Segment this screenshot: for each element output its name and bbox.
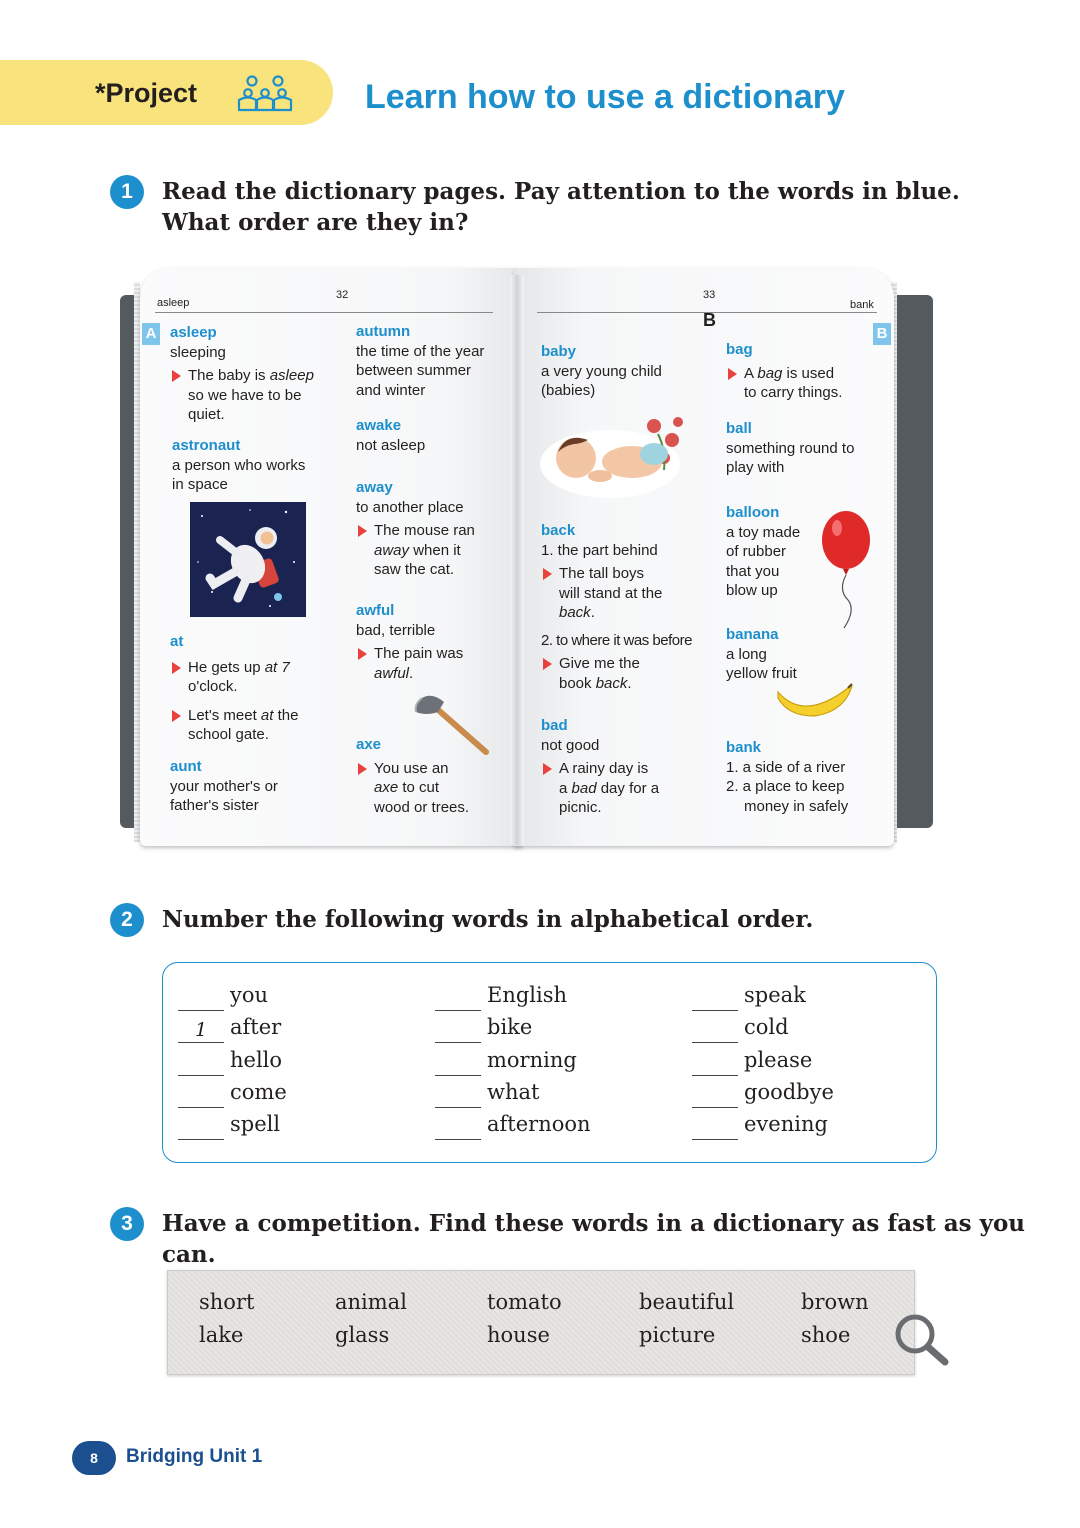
headword: axe [356,736,382,753]
word: hello [230,1048,283,1072]
page-number-left: 32 [336,289,349,301]
entry-ball [726,419,886,478]
letter-tab-a: A [142,323,160,345]
definition: in space [172,476,228,493]
project-label: *Project [95,78,198,108]
answer-blank[interactable] [435,985,481,1011]
group-work-icon [236,73,294,113]
example: A bag is used to carry things. [726,364,886,403]
headword: at [170,633,184,650]
answer-blank[interactable] [178,985,224,1011]
answer-blank[interactable]: 1 [178,1017,224,1043]
example: The tall boys will stand at the back. [541,564,716,623]
word: morning [487,1048,577,1072]
entry-banana [726,625,836,684]
headword: bag [726,341,753,358]
entry-asleep [170,323,340,425]
search-word: picture [639,1323,716,1347]
search-word: lake [199,1323,244,1347]
headword: asleep [170,324,217,341]
answer-blank[interactable] [692,1050,738,1076]
answer-blank[interactable] [435,1114,481,1140]
entry-at [170,632,340,745]
definition: (babies) [541,382,596,399]
definition: 2. a place to keep [726,778,845,795]
example: He gets up at 7 o'clock. [170,658,340,697]
answer-blank[interactable] [692,1082,738,1108]
word: English [487,983,568,1007]
answer-blank[interactable] [692,1114,738,1140]
letter-tab-b: B [873,323,891,345]
definition: money in safely [744,797,849,815]
definition: 1. a side of a river [726,758,846,776]
definition: 2. to where it was before [541,631,692,649]
search-word: beautiful [639,1290,735,1314]
search-word: short [199,1290,255,1314]
astronaut-illustration [190,502,306,617]
word: speak [744,983,806,1007]
definition: of rubber [726,543,787,560]
definition: yellow fruit [726,665,797,682]
entry-astronaut [172,436,342,495]
definition: blow up [726,582,778,599]
word: afternoon [487,1112,591,1136]
headword: bad [541,717,568,734]
baby-illustration [540,410,696,498]
word: goodbye [744,1080,834,1104]
entry-awful [356,601,516,683]
entry-balloon [726,503,826,601]
headword: bank [726,739,762,756]
entry-bad [541,716,711,818]
search-word: brown [801,1290,869,1314]
headword: autumn [356,323,411,340]
activity-3-instruction: Have a competition. Find these words in a dictionary as fast as you can. [162,1210,1026,1268]
search-word: animal [335,1290,407,1314]
example: The baby is asleep so we have to be quiet. [170,366,340,425]
page-number-right: 33 [703,289,716,301]
headword: banana [726,626,779,643]
entry-bag [726,340,886,403]
word: cold [744,1015,789,1039]
word: you [230,983,269,1007]
word: evening [744,1112,828,1136]
headword: ball [726,420,752,437]
word: spell [230,1112,281,1136]
definition: not good [541,736,600,754]
answer-blank[interactable] [692,1017,738,1043]
definition: father's sister [170,797,259,814]
search-word: shoe [801,1323,851,1347]
answer-blank[interactable] [435,1082,481,1108]
definition: to another place [356,498,464,516]
word: what [487,1080,540,1104]
definition: sleeping [170,343,226,361]
definition: a toy made [726,523,801,541]
lesson-title: Learn how to use a dictionary [365,78,845,116]
activity-number-3: 3 [110,1207,144,1241]
answer-blank[interactable] [435,1050,481,1076]
entry-bank [726,738,891,816]
definition: a person who works [172,456,306,474]
definition: that you [726,562,780,580]
example: You use an axe to cut wood or trees. [356,759,516,818]
entry-awake [356,416,516,455]
headword: aunt [170,758,202,775]
entry-axe [356,735,516,817]
headword: baby [541,343,577,360]
definition: a long [726,645,767,663]
example: The pain was awful. [356,644,516,683]
entry-back [541,521,716,693]
page-number: 8 [72,1441,116,1475]
entry-aunt [170,757,340,816]
unit-name: Bridging Unit 1 [126,1446,263,1467]
example: A rainy day is a bad day for a picnic. [541,759,711,818]
headword: away [356,479,393,496]
definition: bad, terrible [356,621,436,639]
activity-1-instruction: Read the dictionary pages. Pay attention to the words in blue. What order are they in? [162,178,960,236]
definition: a very young child [541,362,662,380]
headword: back [541,522,576,539]
balloon-illustration [818,510,874,632]
word: bike [487,1015,533,1039]
activity-2-instruction: Number the following words in alphabetical order. [162,906,814,933]
answer-blank[interactable] [692,985,738,1011]
magnifier-icon [893,1312,951,1366]
answer-blank[interactable] [178,1050,224,1076]
headword: astronaut [172,437,241,454]
letter-heading-b: B [703,310,716,330]
definition: something round to [726,439,855,457]
entry-away [356,478,516,580]
definition: not asleep [356,436,426,454]
guide-word-right: bank [850,299,874,311]
definition: 1. the part behind [541,541,658,559]
answer-blank[interactable] [435,1017,481,1043]
search-word: tomato [487,1290,562,1314]
search-word: glass [335,1323,390,1347]
entry-baby [541,342,711,401]
answer-blank[interactable] [178,1114,224,1140]
definition: and winter [356,381,426,399]
example: The mouse ran away when it saw the cat. [356,521,516,580]
example: Let's meet at the school gate. [170,706,340,745]
search-word: house [487,1323,550,1347]
definition: play with [726,459,785,476]
definition: the time of the year [356,342,485,360]
example: Give me the book back. [541,654,716,693]
word: after [230,1015,282,1039]
word: come [230,1080,287,1104]
entry-autumn [356,322,516,400]
word: please [744,1048,813,1072]
headword: balloon [726,504,780,521]
activity-number-1: 1 [110,175,144,209]
header-rule-left [155,312,493,313]
headword: awake [356,417,402,434]
guide-word-left: asleep [157,297,190,309]
banana-illustration [774,682,854,722]
headword: awful [356,602,395,619]
activity-number-2: 2 [110,903,144,937]
definition: your mother's or [170,777,278,795]
definition: between summer [356,362,472,379]
answer-blank[interactable] [178,1082,224,1108]
